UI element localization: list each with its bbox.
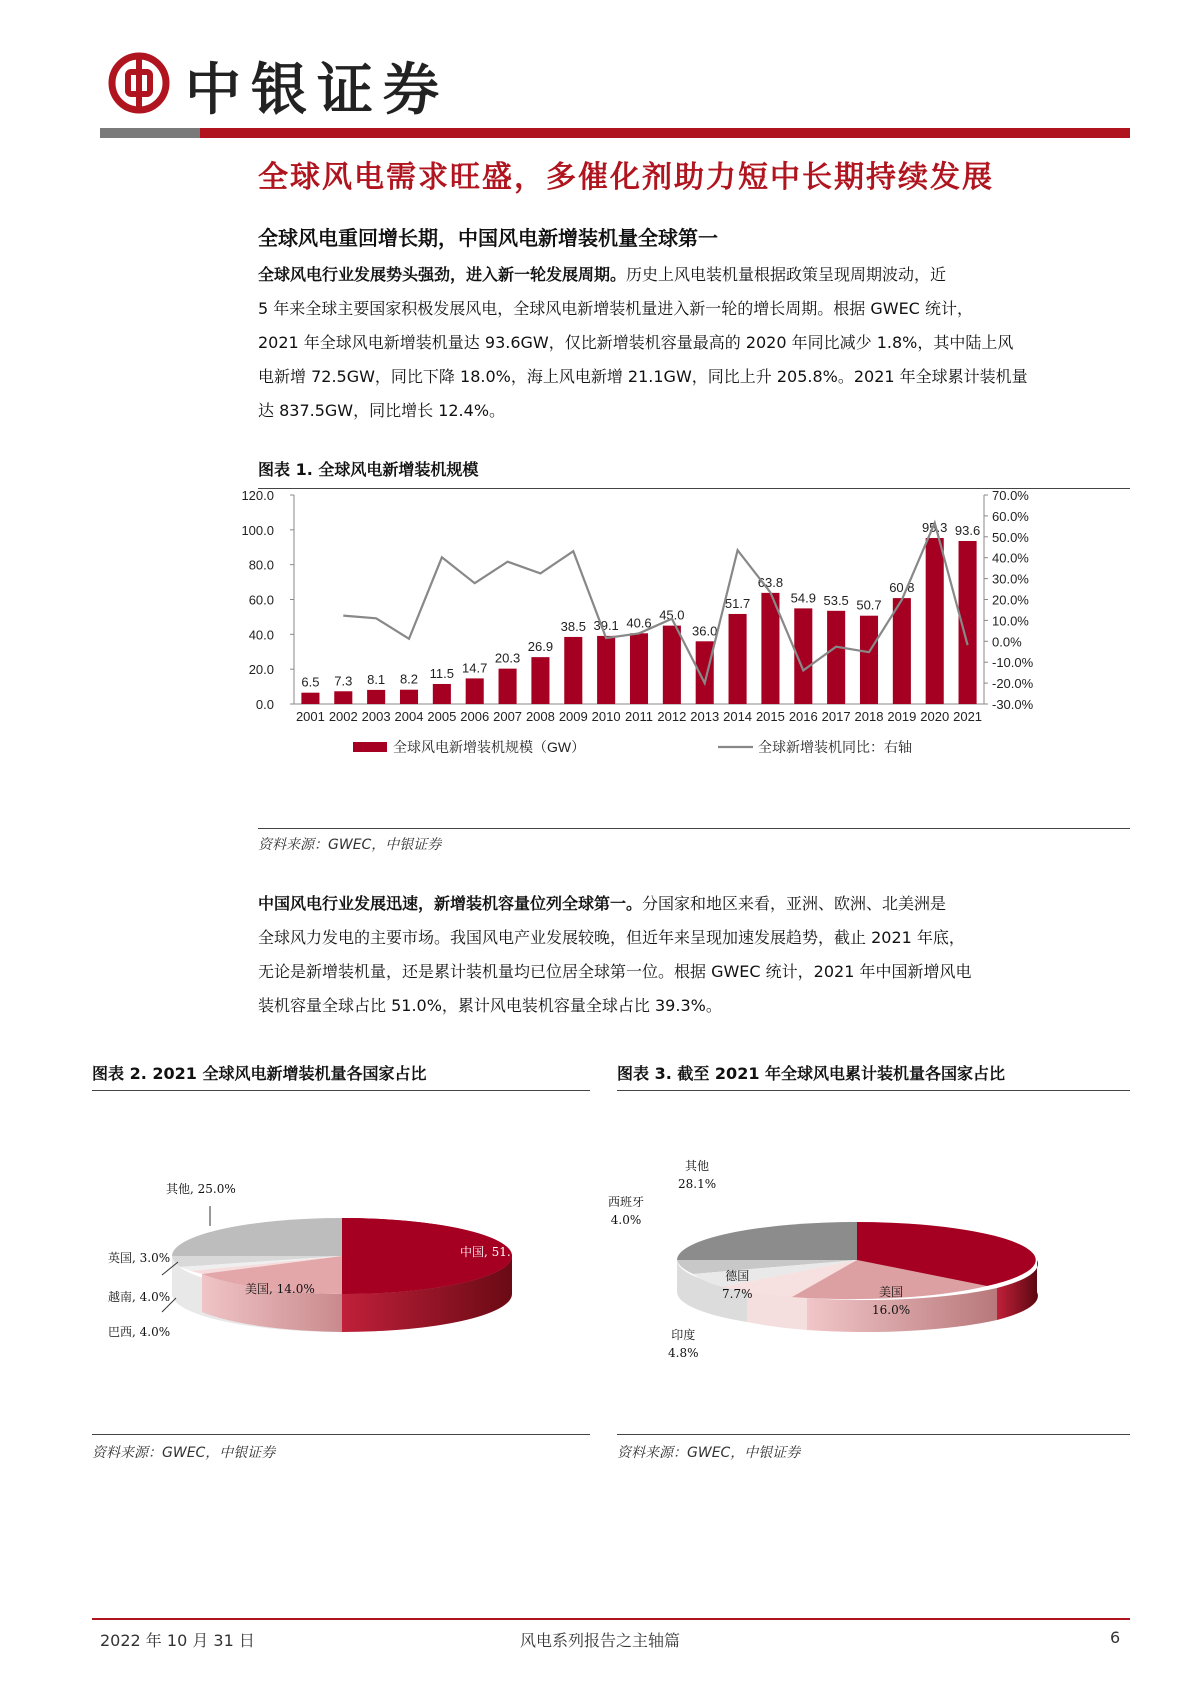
bar-label-2021: 93.6 [954, 522, 981, 538]
header [0, 0, 1190, 140]
fig2-source: 资料来源：GWEC，中银证券 [92, 1445, 276, 1461]
fig3-label-india: 印度 4.8% [668, 1328, 699, 1360]
brand-name: 中银证券 [185, 57, 449, 123]
fig3-label-spain: 西班牙 4.0% [608, 1195, 645, 1227]
fig2-label-brazil: 巴西, 4.0% [108, 1325, 171, 1339]
y-left-tick-label: 100.0 [241, 522, 274, 538]
bar-2011 [630, 633, 648, 704]
bar-label-2012: 45.0 [659, 607, 685, 623]
y-left-tick-label: 120.0 [241, 488, 274, 503]
x-tick-label-2013: 2013 [690, 709, 720, 724]
footer-rule [92, 1618, 1130, 1620]
x-tick-label-2018: 2018 [854, 709, 884, 724]
fig2-top-rule [92, 1090, 590, 1091]
bar-2012 [663, 626, 681, 704]
footer-date: 2022 年 10 月 31 日 [100, 1631, 255, 1650]
y-right-tick-label: -10.0% [992, 655, 1034, 671]
bar-2020 [926, 538, 944, 704]
x-tick-label-2021: 2021 [953, 709, 983, 724]
x-tick-label-2020: 2020 [920, 709, 950, 724]
y-right-tick-label: 50.0% [992, 529, 1029, 545]
y-left-tick-label: 80.0 [248, 557, 274, 573]
x-tick-label-2015: 2015 [755, 709, 785, 724]
fig2-label-usa: 美国, 14.0% [245, 1282, 315, 1296]
fig2-bottom-rule [92, 1434, 590, 1435]
fig2-label-china: 中国, 51.0% [460, 1245, 530, 1259]
bar-2006 [466, 678, 484, 704]
bar-label-2019: 60.8 [889, 580, 915, 596]
x-tick-label-2004: 2004 [394, 709, 424, 724]
bar-label-2004: 8.2 [399, 671, 419, 687]
bar-2002 [334, 691, 352, 704]
x-tick-label-2009: 2009 [558, 709, 588, 724]
bar-2005 [433, 684, 451, 704]
bar-label-2009: 38.5 [560, 618, 586, 634]
y-left-tick-label: 60.0 [248, 592, 274, 608]
paragraph-2-lead: 中国风电行业发展迅速，新增装机容量位列全球第一。 [258, 894, 643, 913]
x-tick-label-2007: 2007 [493, 709, 523, 724]
x-tick-label-2012: 2012 [657, 709, 687, 724]
y-right-tick-label: 20.0% [992, 592, 1029, 608]
x-tick-label-2014: 2014 [723, 709, 753, 724]
fig2-label-vietnam: 越南, 4.0% [108, 1290, 171, 1304]
section-heading: 全球风电重回增长期，中国风电新增装机量全球第一 [258, 226, 718, 250]
bar-2007 [499, 669, 517, 704]
bar-label-2013: 36.0 [692, 623, 718, 639]
y-right-tick-label: 40.0% [992, 550, 1029, 566]
fig3-source: 资料来源：GWEC，中银证券 [617, 1445, 801, 1461]
bar-2019 [893, 598, 911, 704]
fig3-label-china: 中国 39.3% [882, 1172, 921, 1204]
fig1-source: 资料来源：GWEC，中银证券 [258, 837, 442, 853]
bar-2009 [564, 637, 582, 704]
bar-2004 [400, 690, 418, 704]
fig1-chart [241, 488, 1130, 820]
fig1-bottom-rule [258, 828, 1130, 829]
y-right-tick-label: 0.0% [992, 634, 1022, 650]
legend-bar-label: 全球风电新增装机规模（GW） [393, 739, 586, 755]
fig2-label-other: 其他, 25.0% [166, 1182, 236, 1196]
bar-label-2006: 14.7 [462, 660, 488, 676]
fig3-top-rule [617, 1090, 1130, 1091]
fig3-label-usa: 美国 16.0% [872, 1285, 911, 1317]
paragraph-1-lead: 全球风电行业发展势头强劲，进入新一轮发展周期。 [258, 265, 627, 284]
paragraph-1: 全球风电行业发展势头强劲，进入新一轮发展周期。历史上风电装机量根据政策呈现周期波动，近 5 年来全球主要国家积极发展风电，全球风电新增装机量进入新一轮的增长周期。根据 GWEC 统计， 2021 年全球风电新增装机量达 93.6GW，仅比新增装机容量最高的 2020 年同比减少 1.8%，其中陆上风 电新增 72.5GW，同比下降 18.0%，海上风电新增 21.1GW，同比上升 205.8%。2021 年全球累计装机量 达 837.5GW，同比增长 12.4%。 [258, 265, 1028, 420]
fig3-slice-other [677, 1222, 857, 1260]
bar-label-2011: 40.6 [626, 615, 652, 631]
bar-label-2014: 51.7 [724, 595, 751, 611]
x-tick-label-2011: 2011 [625, 709, 653, 724]
x-tick-label-2005: 2005 [427, 709, 457, 724]
x-tick-label-2010: 2010 [591, 709, 621, 724]
bank-logo-icon [108, 52, 170, 114]
footer-series: 风电系列报告之主轴篇 [520, 1631, 681, 1650]
bar-2001 [301, 693, 319, 704]
bar-2003 [367, 690, 385, 704]
legend-line-label: 全球新增装机同比：右轴 [758, 739, 912, 755]
x-tick-label-2016: 2016 [788, 709, 818, 724]
bar-2018 [860, 616, 878, 704]
x-tick-label-2008: 2008 [525, 709, 555, 724]
y-right-tick-label: 10.0% [992, 613, 1029, 629]
fig1-title: 图表 1. 全球风电新增装机规模 [258, 460, 479, 479]
bar-label-2020: 95.3 [922, 520, 948, 536]
y-left-tick-label: 40.0 [248, 627, 274, 643]
bar-label-2015: 63.8 [757, 574, 784, 590]
y-right-tick-label: 30.0% [992, 571, 1029, 587]
fig3-label-germany: 德国 7.7% [722, 1269, 753, 1301]
x-tick-label-2019: 2019 [887, 709, 917, 724]
y-left-tick-label: 20.0 [248, 662, 274, 678]
legend-bar-swatch [353, 742, 387, 752]
x-tick-label-2002: 2002 [328, 709, 358, 724]
page-title: 全球风电需求旺盛，多催化剂助力短中长期持续发展 [258, 160, 994, 195]
page-number: 6 [1110, 1628, 1121, 1647]
bar-label-2008: 26.9 [527, 639, 554, 655]
bar-label-2007: 20.3 [494, 650, 521, 666]
header-rule-red [200, 128, 1130, 138]
bar-label-2018: 50.7 [856, 597, 882, 613]
x-tick-label-2001: 2001 [295, 709, 325, 724]
y-right-tick-label: -20.0% [992, 676, 1034, 692]
bar-label-2017: 53.5 [823, 592, 849, 608]
fig2-slice-other [172, 1218, 342, 1256]
header-rule-gray [100, 128, 200, 138]
bar-label-2016: 54.9 [790, 590, 816, 606]
bar-2008 [531, 657, 549, 704]
x-tick-label-2006: 2006 [460, 709, 490, 724]
fig3-title: 图表 3. 截至 2021 年全球风电累计装机量各国家占比 [617, 1064, 1006, 1083]
y-left-tick-label: 0.0 [255, 697, 274, 712]
y-right-tick-label: -30.0% [992, 697, 1034, 712]
x-tick-label-2017: 2017 [821, 709, 851, 724]
fig3-bottom-rule [617, 1434, 1130, 1435]
bar-label-2003: 8.1 [367, 671, 386, 687]
bar-label-2002: 7.3 [334, 673, 353, 689]
bar-2010 [597, 636, 615, 704]
fig2-title: 图表 2. 2021 全球风电新增装机量各国家占比 [92, 1064, 427, 1083]
fig3-label-other: 其他 28.1% [678, 1159, 717, 1191]
fig2-label-uk: 英国, 3.0% [108, 1251, 171, 1265]
bar-2014 [729, 614, 747, 704]
bar-label-2001: 6.5 [301, 674, 320, 690]
bar-2017 [827, 611, 845, 704]
y-right-tick-label: 70.0% [992, 488, 1029, 503]
bar-label-2010: 39.1 [593, 617, 619, 633]
bar-label-2005: 11.5 [429, 665, 455, 681]
x-tick-label-2003: 2003 [361, 709, 391, 724]
y-right-tick-label: 60.0% [992, 508, 1029, 524]
paragraph-2: 中国风电行业发展迅速，新增装机容量位列全球第一。分国家和地区来看，亚洲、欧洲、北美洲是 全球风力发电的主要市场。我国风电产业发展较晚，但近年来呈现加速发展趋势，截止 2021 年底， 无论是新增装机量，还是累计装机量均已位居全球第一位。根据 GWEC 统计，2021 年中国新增风电 装机容量全球占比 51.0%，累计风电装机容量全球占比 39.3%。 [258, 894, 972, 1015]
